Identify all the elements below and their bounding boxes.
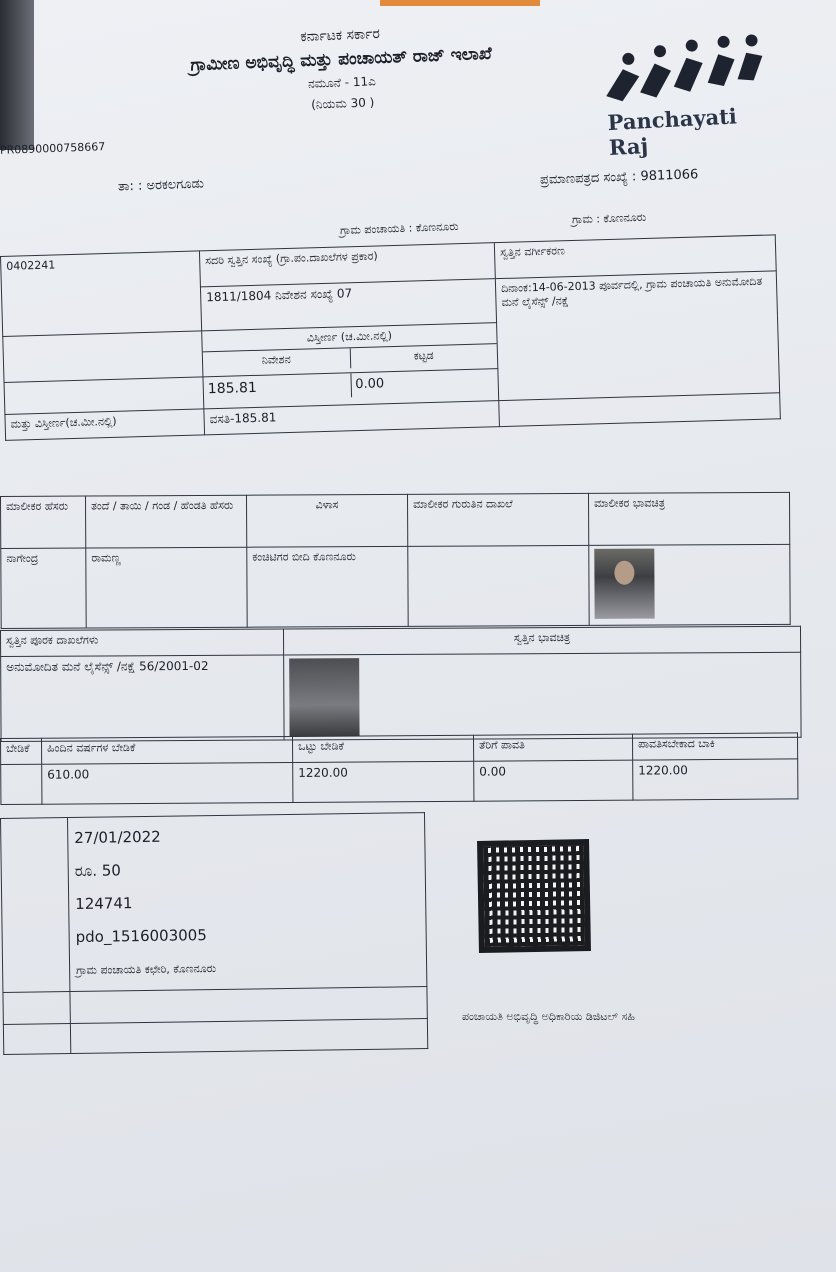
scan-shadow: [0, 0, 34, 150]
usage-label: ಮತ್ತು ವಿಸ್ತೀರ್ಣ(ಚ.ಮೀ.ನಲ್ಲಿ): [5, 409, 205, 441]
residence-area: ವಸತಿ-185.81: [204, 401, 500, 435]
property-no: 1811/1804 ನಿವೇಶನ ಸಂಖ್ಯೆ 07: [200, 279, 496, 331]
supporting-docs: ಅನುಮೋದಿತ ಮನೆ ಲೈಸೆನ್ಸ್ /ನಕ್ಷೆ 56/2001-02: [1, 655, 284, 741]
total-demand: 1220.00: [293, 761, 474, 802]
qr-code: [477, 839, 591, 953]
balance-due: 1220.00: [633, 759, 798, 800]
property-no-header: ಸದರಿ ಸ್ವತ್ತಿನ ಸಂಖ್ಯೆ (ಗ್ರಾ.ಪಂ.ದಾಖಲೆಗಳ ಪ್ರಕಾರ): [199, 243, 495, 287]
property-photo-header: ಸ್ವತ್ತಿನ ಭಾವಚಿತ್ರ: [283, 626, 800, 655]
people-emblem-icon: [597, 30, 770, 109]
document-header: [120, 19, 563, 126]
address-header: ವಿಳಾಸ: [246, 494, 407, 547]
previous-demand-header: ಹಿಂದಿನ ವರ್ಷಗಳ ಬೇಡಿಕೆ: [42, 736, 293, 764]
classification: ದಿನಾಂಕ:14-06-2013 ಪೂರ್ವದಲ್ಲಿ, ಗ್ರಾಮ ಪಂಚಾಯತಿ ಅನುಮೋದಿತ ಮನೆ ಲೈಸೆನ್ಸ್ /ನಕ್ಷೆ: [495, 271, 779, 401]
owner-table: [0, 492, 791, 629]
site-area: 185.81: [203, 373, 351, 401]
tax-table: [0, 732, 798, 805]
issuing-office: ಗ್ರಾಮ ಪಂಚಾಯತಿ ಕಛೇರಿ, ಕೊಣನೂರು: [76, 961, 217, 977]
property-table: [0, 234, 781, 441]
demand-header: ಬೇಡಿಕೆ: [1, 738, 42, 764]
folder-tab: [380, 0, 540, 6]
building-area: 0.00: [355, 376, 385, 393]
document-id: PR0890000758667: [0, 140, 106, 157]
form-number: ನಮೂನೆ - 11ಎ: [307, 74, 377, 91]
site-header: ನಿವೇಶನ: [203, 348, 351, 372]
building-header: ಕಟ್ಟಡ: [413, 348, 434, 363]
relation-header: ತಂದೆ / ತಾಯಿ / ಗಂಡ / ಹೆಂಡತಿ ಹೆಸರು: [86, 495, 247, 548]
receipt-no: 124741: [75, 894, 133, 913]
taluk: ತಾ: : ಅರಕಲಗೂಡು: [117, 176, 205, 195]
fee: ರೂ. 50: [74, 861, 122, 880]
documents-table: [0, 626, 802, 742]
owner-name-header: ಮಾಲೀಕರ ಹೆಸರು: [1, 496, 86, 548]
property-photo: [289, 658, 359, 736]
tax-paid: 0.00: [474, 760, 633, 801]
supporting-docs-header: ಸ್ವತ್ತಿನ ಪೂರಕ ದಾಖಲೆಗಳು: [1, 629, 284, 656]
owner-photo-header: ಮಾಲೀಕರ ಭಾವಚಿತ್ರ: [588, 492, 789, 545]
village: ಗ್ರಾಮ : ಕೊಣನೂರು: [571, 210, 647, 227]
relation-name: ರಾಮಣ್ಣ: [86, 547, 247, 628]
owner-photo: [594, 549, 654, 619]
previous-demand: 610.00: [42, 762, 293, 804]
officer-id: pdo_1516003005: [75, 926, 207, 946]
owner-address: ಕಂಚಿಟಿಗರ ಬೀದಿ ಕೊಣನೂರು: [247, 546, 408, 627]
area-header: ವಿಸ್ತೀರ್ಣ (ಚ.ಮೀ.ನಲ್ಲಿ): [202, 323, 496, 352]
balance-due-header: ಪಾವತಿಸಬೇಕಾದ ಬಾಕಿ: [632, 733, 797, 760]
property-left-id: 0402241: [1, 251, 202, 337]
certificate-number: ಪ್ರಮಾಣಪತ್ರದ ಸಂಖ್ಯೆ : 9811066: [539, 167, 699, 188]
issue-date: 27/01/2022: [74, 827, 161, 847]
panchayati-raj-logo: [597, 30, 773, 161]
classification-header: ಸ್ವತ್ತಿನ ವರ್ಗೀಕರಣ: [494, 235, 776, 279]
total-demand-header: ಒಟ್ಟು ಬೇಡಿಕೆ: [292, 735, 473, 762]
logo-text: Panchayati Raj: [606, 103, 738, 161]
gram-panchayat: ಗ್ರಾಮ ಪಂಚಾಯತಿ : ಕೊಣನೂರು: [339, 219, 459, 238]
issue-table: [0, 812, 428, 1055]
digital-signature-label: ಪಂಚಾಯತಿ ಅಭಿವೃದ್ಧಿ ಅಧಿಕಾರಿಯ ಡಿಜಿಟಲ್ ಸಹಿ: [462, 1010, 635, 1023]
tax-paid-header: ತೆರಿಗೆ ಪಾವತಿ: [473, 734, 632, 761]
department-title: ಗ್ರಾಮೀಣ ಅಭಿವೃದ್ಧಿ ಮತ್ತು ಪಂಚಾಯತ್ ರಾಜ್ ಇಲಾಖೆ: [190, 43, 493, 76]
govt-title: ಕರ್ನಾಟಕ ಸರ್ಕಾರ: [300, 26, 381, 46]
owner-id-header: ಮಾಲೀಕರ ಗುರುತಿನ ದಾಖಲೆ: [407, 493, 588, 546]
owner-name: ನಾಗೇಂದ್ರ: [1, 548, 86, 628]
rule-number: (ನಿಯಮ 30 ): [310, 95, 375, 112]
